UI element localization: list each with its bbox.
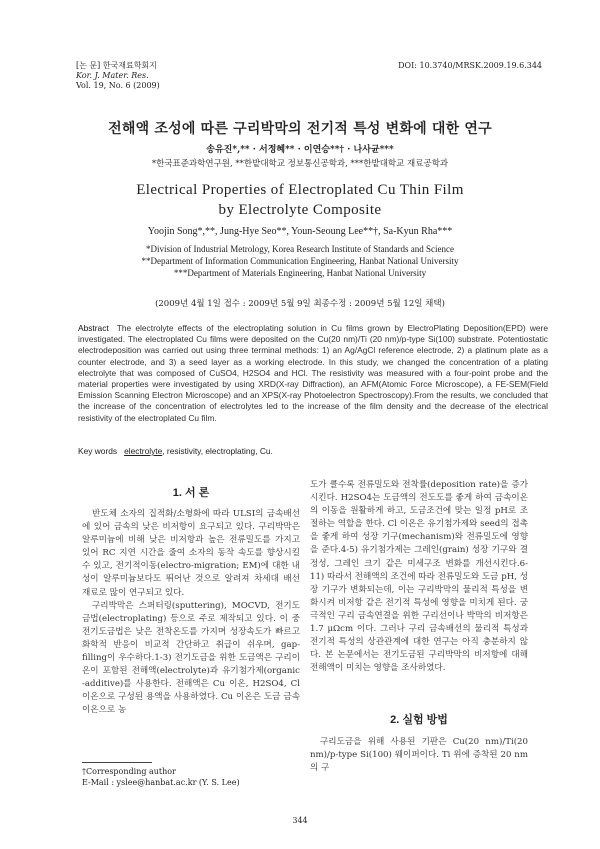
journal-volume: Vol. 19, No. 6 (2009) [76, 81, 160, 90]
doi: DOI: 10.3740/MRSK.2009.19.6.344 [398, 61, 542, 70]
korean-title: 전해액 조성에 따른 구리박막의 전기적 특성 변화에 대한 연구 [108, 121, 492, 137]
keywords-label: Key words [78, 446, 118, 456]
abstract-text: The electrolyte effects of the electroplating solution in Cu films grown by ElectroPlating Deposition(EPD) were investigated. The electroplated Cu films were deposited on the Cu(20 nm)/Ti (20 nm)/p-type Si(100) substrate. Potentiostatic electrodeposition was carried out using three terminal methods: 1) an Ag/AgCl reference electrode, 2) a platinum plate as a counter electrode, and 3) a seed layer as a working electrode. In this study, we changed the concentration of a plating electrolyte that was composed of CuSO4, H2SO4 and HCl. The resistivity was measured with a four-point probe and the material properties were investigated by using XRD(X-ray Diffraction), an AFM(Atomic Force Microscope), a FE-SEM(Field Emission Scanning Electron Microscope) and an XPS(X-ray Photoelectron Spectroscopy).From the results, we concluded that the increase of the concentration of electrolytes led to the increase of the film density and the decrease of the electrical resistivity of the electroplated Cu film. [78, 323, 548, 423]
journal-name-korean: [논 문] 한국재료학회지 [76, 61, 157, 70]
section-2-title: 2. 실험 방법 [390, 714, 448, 726]
english-title [0, 180, 600, 220]
english-affiliation-1: *Division of Industrial Metrology, Korea Research Institute of Standards and Science [145, 244, 455, 254]
english-title-line2: by Electrolyte Composite [218, 202, 382, 218]
english-authors: Yoojin Song*,**, Jung-Hye Seo**, Youn-Seoung Lee**†, Sa-Kyun Rha*** [147, 226, 453, 237]
abstract [78, 323, 548, 424]
left-paragraph-1: 반도체 소자의 집적화/소형화에 따라 ULSI의 금속배선에 있어 금속의 낮은 비저항이 요구되고 있다. 구리박막은 알루미늄에 비해 낮은 비저항과 높은 전류밀도를 가지고 있어 RC 지연 시간을 줄여 소자의 동작 속도를 향상시킬 수 있고, 전기적이동(electro-migration; EM)에 대한 내성이 알루미늄보다도 뛰어난 것으로 알려져 차세대 배선 재료로 많이 연구되고 있다. [82, 509, 300, 598]
abstract-label: Abstract [78, 323, 109, 333]
journal-header [76, 61, 160, 91]
english-affiliation-2: **Department of Information Communication Engineering, Hanbat National University [141, 256, 459, 266]
keywords-list: , resistivity, electroplating, Cu. [162, 446, 273, 456]
section-1-title: 1. 서 론 [172, 487, 210, 499]
english-title-line1: Electrical Properties of Electroplated Cu Thin Film [136, 182, 464, 198]
corresponding-author-label: †Corresponding author [82, 767, 176, 776]
english-affiliation-3: ***Department of Materials Engineering, Hanbat National University [173, 268, 427, 278]
right-column [310, 479, 528, 675]
right-column-continued [310, 736, 528, 775]
corresponding-email: E-Mail : yslee@hanbat.ac.kr (Y. S. Lee) [82, 778, 240, 787]
korean-authors: 송유진*,** · 서정혜** · 이연승**† · 나사균*** [206, 145, 394, 155]
left-column [82, 508, 300, 718]
footnote-divider [82, 762, 152, 763]
keywords [78, 446, 548, 456]
right-paragraph-2: 구리도금을 위해 사용된 기판은 Cu(20 nm)/Ti(20 nm)/p-type Si(100) 웨이퍼이다. Ti 위에 증착된 20 nm의 구 [310, 737, 528, 774]
footnote [82, 766, 240, 788]
left-paragraph-2: 구리박막은 스퍼터링(sputtering), MOCVD, 전기도금법(electroplating) 등으로 주로 제작되고 있다. 이 중 전기도금법은 낮은 전착온도를 가지며 성장속도가 빠르고 화학적 반응이 비교적 간단하고 취급이 쉬우며, gap-filling이 우수하다.1-3) 전기도금을 위한 도금액은 구리이온이 포함된 전해액(electrolyte)과 유기첨가제(organic -additive)를 사용한다. 전해액은 Cu 이온, H2SO4, Cl 이온으로 구성된 용액을 사용하였다. Cu 이온은 도금 금속이온으로 농 [82, 600, 300, 716]
submission-dates: (2009년 4월 1일 접수 : 2009년 5월 9일 최종수정 : 2009년 5월 12일 채택) [155, 299, 445, 309]
korean-affiliations: *한국표준과학연구원, **한밭대학교 정보통신공학과, ***한밭대학교 재료공학과 [151, 159, 449, 169]
keyword-electrolyte: electrolyte [124, 446, 163, 456]
right-paragraph-1: 도가 클수록 전류밀도와 전착률(deposition rate)을 증가시킨다. H2SO4는 도금액의 전도도를 좋게 하여 금속이온의 이동을 원활하게 하고, 도금조건에 맞는 일정 pH로 조절하는 역할을 한다. Cl 이온은 유기첨가제와 seed의 접촉을 좋게 하여 성장 기구(mechanism)와 전류밀도에 영향을 준다.4-5) 유기첨가제는 그레인(grain) 성장 기구와 결정성, 그레인 크기 같은 미세구조 변화를 개선시킨다.6-11) 따라서 전해액의 조건에 따라 전류밀도와 도금 pH, 성장 기구가 변화되는데, 이는 구리박막의 물리적 특성을 변화시켜 비저항 같은 전기적 특성에 영향을 미치게 된다. 궁극적인 구리 금속연결을 위한 구리선이나 박막의 비저항은 1.7 μΩcm 이다. 그러나 구리 금속배선의 물리적 특성과 전기적 특성의 상관관계에 대한 연구는 아직 충분하지 않다. 본 논문에서는 전기도금된 구리박막의 비저항에 대해 전해액이 미치는 영향을 조사하였다. [310, 480, 528, 674]
page-number: 344 [292, 816, 308, 825]
journal-name-english: Kor. J. Mater. Res. [76, 71, 149, 80]
